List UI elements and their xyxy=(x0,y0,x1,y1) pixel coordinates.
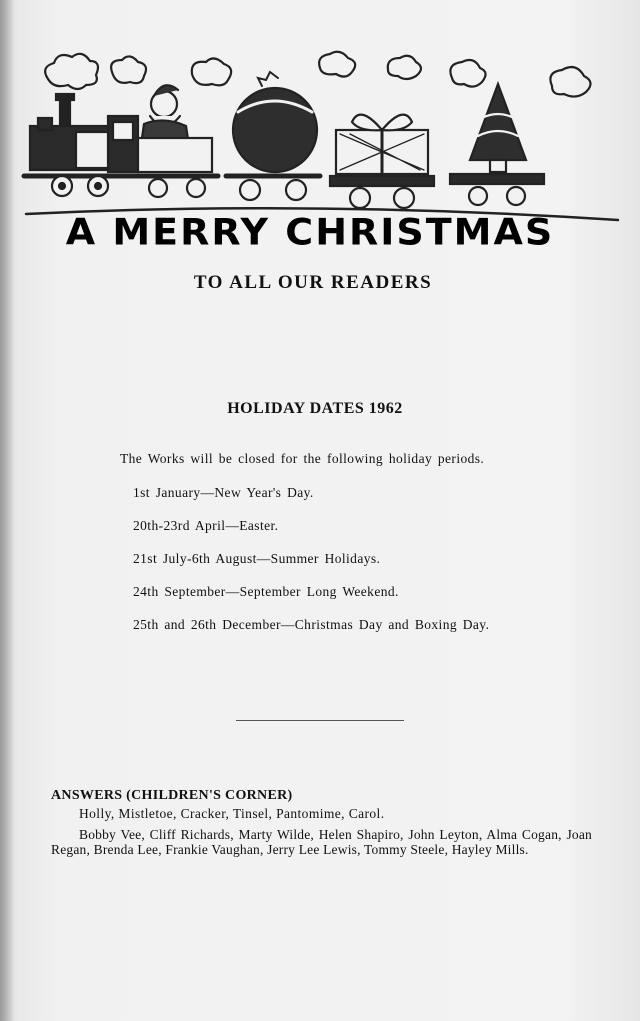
holiday-date-item: 25th and 26th December—Christmas Day and Boxing Day. xyxy=(133,617,490,632)
section-divider xyxy=(236,720,404,721)
holiday-date-item: 20th-23rd April—Easter. xyxy=(133,518,279,533)
answers-title: ANSWERS (CHILDREN'S CORNER) xyxy=(51,788,293,803)
holiday-date-item: 1st January—New Year's Day. xyxy=(133,485,314,500)
holiday-date-item: 21st July-6th August—Summer Holidays. xyxy=(133,551,381,566)
christmas-tree-icon xyxy=(450,84,544,205)
answers-line-2: Bobby Vee, Cliff Richards, Marty Wilde, Helen Shapiro, John Leyton, Alma Cogan, Joan Regan, Brenda Lee, Frankie Vaughan, Jerry Lee Lewis, Tommy Steele, Hayley Mills. xyxy=(51,827,592,857)
merry-christmas-headline: A MERRY CHRISTMAS xyxy=(65,211,555,253)
holiday-dates-title: HOLIDAY DATES 1962 xyxy=(227,400,403,417)
answers-line-1: Holly, Mistletoe, Cracker, Tinsel, Pantomime, Carol. xyxy=(79,806,385,821)
holiday-intro-text: The Works will be closed for the following holiday periods. xyxy=(120,451,485,466)
santa-icon xyxy=(132,85,218,197)
holiday-dates-list xyxy=(133,484,489,649)
gift-icon xyxy=(330,115,434,208)
smoke-cloud-icon xyxy=(45,52,590,97)
holiday-date-item: 24th September—September Long Weekend. xyxy=(133,584,399,599)
subtitle: TO ALL OUR READERS xyxy=(193,272,433,293)
locomotive-icon xyxy=(24,94,142,196)
pudding-icon xyxy=(226,72,320,200)
